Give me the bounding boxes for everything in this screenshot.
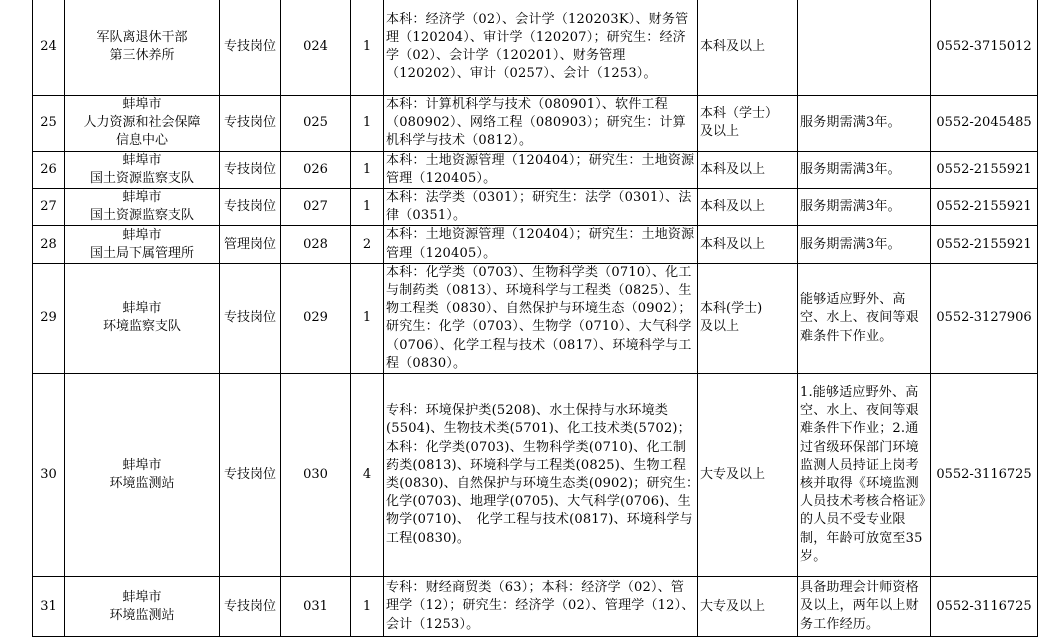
post-code-cell: 027 <box>281 189 351 226</box>
row-number-cell: 31 <box>33 577 65 637</box>
table-row <box>33 0 1038 96</box>
other-conditions-cell <box>798 0 931 96</box>
headcount-cell: 1 <box>351 189 384 226</box>
post-type-cell: 专技岗位 <box>220 0 281 96</box>
major-requirements-cell: 专科：财经商贸类（63）；本科：经济学（02）、管理学（12）；研究生：经济学（02）、管理学（12）、会计（1253）。 <box>384 577 698 637</box>
hiring-unit-cell: 蚌埠市 国土资源监察支队 <box>65 189 220 226</box>
headcount-cell: 1 <box>351 263 384 373</box>
table-row <box>33 577 1038 637</box>
education-requirement-cell: 本科及以上 <box>698 189 798 226</box>
hiring-unit-cell: 蚌埠市 国土局下属管理所 <box>65 226 220 263</box>
other-conditions-cell: 具备助理会计师资格及以上，两年以上财务工作经历。 <box>798 577 931 637</box>
post-type-cell: 专技岗位 <box>220 151 281 188</box>
contact-phone-cell: 0552-3116725 <box>931 577 1038 637</box>
post-code-cell: 025 <box>281 96 351 152</box>
row-number-cell: 28 <box>33 226 65 263</box>
other-conditions-cell: 1.能够适应野外、高空、水上、夜间等艰难条件下作业；2.通过省级环保部门环境监测人员持证上岗考核并取得《环境监测人员技术考核合格证》的人员不受专业限制，年龄可放宽至35岁。 <box>798 374 931 577</box>
table-body <box>33 0 1038 637</box>
row-number-cell: 26 <box>33 151 65 188</box>
headcount-cell: 1 <box>351 0 384 96</box>
headcount-cell: 4 <box>351 374 384 577</box>
education-requirement-cell: 本科及以上 <box>698 226 798 263</box>
major-requirements-cell: 本科：经济学（02）、会计学（120203K）、财务管理（120204）、审计学（120207）；研究生：经济学（02）、会计学（120201）、财务管理（120202）、审计（0257）、会计（1253）。 <box>384 0 698 96</box>
table-row <box>33 226 1038 263</box>
post-type-cell: 专技岗位 <box>220 374 281 577</box>
post-code-cell: 030 <box>281 374 351 577</box>
headcount-cell: 1 <box>351 96 384 152</box>
other-conditions-cell: 服务期需满3年。 <box>798 151 931 188</box>
row-number-cell: 29 <box>33 263 65 373</box>
major-requirements-cell: 专科：环境保护类(5208)、水土保持与水环境类(5504)、生物技术类(5701)、化工技术类(5702)；本科：化学类(0703)、生物科学类(0710)、化工制药类(0813)、环境科学与工程类(0825)、生物工程类(0830)、自然保护与环境生态类(0902)；研究生： 化学(0703)、地理学(0705)、大气科学(0706)、生物学(0710)、 化学工程与技术(0817)、环境科学与工程(0830)。 <box>384 374 698 577</box>
contact-phone-cell: 0552-3116725 <box>931 374 1038 577</box>
hiring-unit-cell: 蚌埠市 环境监察支队 <box>65 263 220 373</box>
major-requirements-cell: 本科：土地资源管理（120404）；研究生：土地资源管理（120405）。 <box>384 226 698 263</box>
hiring-unit-cell: 军队离退休干部 第三休养所 <box>65 0 220 96</box>
major-requirements-cell: 本科：法学类（0301）；研究生：法学（0301）、法律（0351）。 <box>384 189 698 226</box>
education-requirement-cell: 本科（学士） 及以上 <box>698 96 798 152</box>
contact-phone-cell: 0552-3715012 <box>931 0 1038 96</box>
hiring-unit-cell: 蚌埠市 环境监测站 <box>65 577 220 637</box>
post-type-cell: 专技岗位 <box>220 96 281 152</box>
table-row <box>33 151 1038 188</box>
row-number-cell: 30 <box>33 374 65 577</box>
other-conditions-cell: 服务期需满3年。 <box>798 226 931 263</box>
headcount-cell: 2 <box>351 226 384 263</box>
contact-phone-cell: 0552-2155921 <box>931 151 1038 188</box>
major-requirements-cell: 本科：化学类（0703）、生物科学类（0710）、化工与制药类（0813）、环境科学与工程类（0825）、生物工程类（0830）、自然保护与环境生态（0902）；研究生：化学（0703）、生物学（0710）、大气科学（0706）、化学工程与技术（0817）、环境科学与工程（0830）。 <box>384 263 698 373</box>
post-code-cell: 028 <box>281 226 351 263</box>
education-requirement-cell: 本科及以上 <box>698 151 798 188</box>
other-conditions-cell: 服务期需满3年。 <box>798 189 931 226</box>
headcount-cell: 1 <box>351 151 384 188</box>
education-requirement-cell: 大专及以上 <box>698 374 798 577</box>
table-row <box>33 189 1038 226</box>
hiring-unit-cell: 蚌埠市 国土资源监察支队 <box>65 151 220 188</box>
post-code-cell: 031 <box>281 577 351 637</box>
contact-phone-cell: 0552-2155921 <box>931 226 1038 263</box>
contact-phone-cell: 0552-2155921 <box>931 189 1038 226</box>
contact-phone-cell: 0552-3127906 <box>931 263 1038 373</box>
education-requirement-cell: 大专及以上 <box>698 577 798 637</box>
table-row <box>33 374 1038 577</box>
other-conditions-cell: 服务期需满3年。 <box>798 96 931 152</box>
education-requirement-cell: 本科及以上 <box>698 0 798 96</box>
row-number-cell: 24 <box>33 0 65 96</box>
contact-phone-cell: 0552-2045485 <box>931 96 1038 152</box>
hiring-unit-cell: 蚌埠市 人力资源和社会保障 信息中心 <box>65 96 220 152</box>
table-row <box>33 263 1038 373</box>
major-requirements-cell: 本科：计算机科学与技术（080901）、软件工程（080902）、网络工程（080903）；研究生：计算机科学与技术（0812）。 <box>384 96 698 152</box>
post-code-cell: 029 <box>281 263 351 373</box>
positions-table <box>32 0 1038 637</box>
row-number-cell: 25 <box>33 96 65 152</box>
post-type-cell: 专技岗位 <box>220 189 281 226</box>
post-code-cell: 026 <box>281 151 351 188</box>
major-requirements-cell: 本科：土地资源管理（120404）；研究生：土地资源管理（120405）。 <box>384 151 698 188</box>
table-row <box>33 96 1038 152</box>
other-conditions-cell: 能够适应野外、高空、水上、夜间等艰难条件下作业。 <box>798 263 931 373</box>
post-type-cell: 专技岗位 <box>220 263 281 373</box>
hiring-unit-cell: 蚌埠市 环境监测站 <box>65 374 220 577</box>
headcount-cell: 1 <box>351 577 384 637</box>
row-number-cell: 27 <box>33 189 65 226</box>
post-code-cell: 024 <box>281 0 351 96</box>
post-type-cell: 专技岗位 <box>220 577 281 637</box>
education-requirement-cell: 本科(学士) 及以上 <box>698 263 798 373</box>
post-type-cell: 管理岗位 <box>220 226 281 263</box>
